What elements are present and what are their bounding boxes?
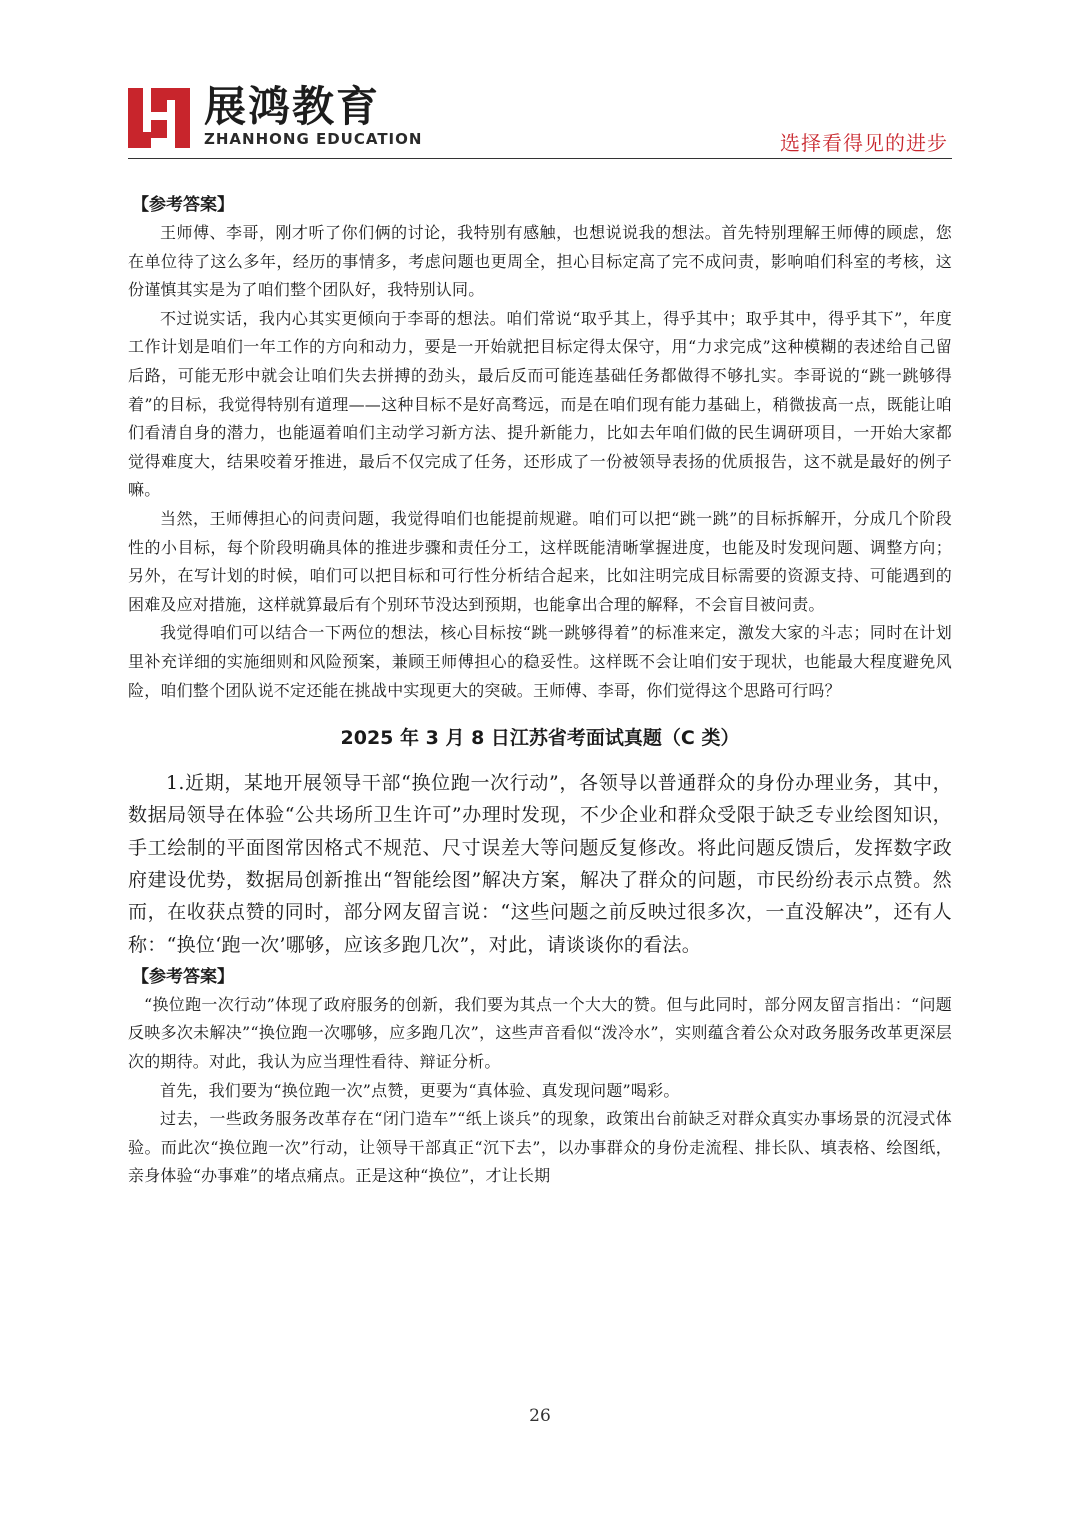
page-number: 26 xyxy=(529,1406,551,1426)
answer-paragraph: “换位跑一次行动”体现了政府服务的创新，我们要为其点一个大大的赞。但与此同时，部分网友留言指出：“问题反映多次未解决”“换位跑一次哪够，应多跑几次”，这些声音看似“泼冷水”，实则蕴含着公众对政务服务改革更深层次的期待。对此，我认为应当理性看待、辩证分析。 xyxy=(128,994,952,1072)
answer-paragraph: 我觉得咱们可以结合一下两位的想法，核心目标按“跳一跳够得着”的标准来定，激发大家的斗志；同时在计划里补充详细的实施细则和风险预案，兼顾王师傅担心的稳妥性。这样既不会让咱们安于现状，也能最大程度避免风险，咱们整个团队说不定还能在挑战中实现更大的突破。王师傅、李哥，你们觉得这个思路可行吗？ xyxy=(128,623,952,700)
answer-paragraph: 首先，我们要为“换位跑一次”点赞，更要为“真体验、真发现问题”喝彩。 xyxy=(160,1080,680,1100)
question-paragraph: 1.近期，某地开展领导干部“换位跑一次行动”，各领导以普通群众的身份办理业务，其中，数据局领导在体验“公共场所卫生许可”办理时发现，不少企业和群众受限于缺乏专业绘图知识，手工绘制的平面图常因格式不规范、尺寸误差大等问题反复修改。将此问题反馈后，发挥数字政府建设优势，数据局创新推出“智能绘图”解决方案，解决了群众的问题，市民纷纷表示点赞。然而，在收获点赞的同时，部分网友留言说：“这些问题之前反映过很多次，一直没解决”，还有人称：“换位‘跑一次’哪够，应该多跑几次”，对此，请谈谈你的看法。 xyxy=(128,772,952,956)
brand-name-en: ZHANHONG EDUCATION xyxy=(204,130,423,148)
zhanhong-logo-mark xyxy=(128,88,190,148)
header-divider xyxy=(128,158,952,159)
answer-paragraph: 当然，王师傅担心的问责问题，我觉得咱们也能提前规避。咱们可以把“跳一跳”的目标拆解开，分成几个阶段性的小目标，每个阶段明确具体的推进步骤和责任分工，这样既能清晰掌握进度，也能及时发现问题、调整方向；另外，在写计划的时候，咱们可以把目标和可行性分析结合起来，比如注明完成目标需要的资源支持、可能遇到的困难及应对措施，这样就算最后有个别环节没达到预期，也能拿出合理的解释，不会盲目被问责。 xyxy=(128,508,952,614)
answer-paragraph: 过去，一些政务服务改革存在“闭门造车”“纸上谈兵”的现象，政策出台前缺乏对群众真实办事场景的沉浸式体验。而此次“换位跑一次”行动，让领导干部真正“沉下去”，以办事群众的身份走流程、排长队、填表格、绘图纸，亲身体验“办事难”的堵点痛点。正是这种“换位”，才让长期 xyxy=(128,1109,952,1186)
page-content xyxy=(128,191,952,1191)
brand-name-cn: 展鸿教育 xyxy=(204,82,381,131)
answer-heading: 【参考答案】 xyxy=(132,195,234,215)
answer-heading: 【参考答案】 xyxy=(132,966,234,987)
answer-paragraph: 不过说实话，我内心其实更倾向于李哥的想法。咱们常说“取乎其上，得乎其中；取乎其中，得乎其下”，年度工作计划是咱们一年工作的方向和动力，要是一开始就把目标定得太保守，用“力求完成”这种模糊的表述给自己留后路，可能无形中就会让咱们失去拼搏的劲头，最后反而可能连基础任务都做得不够扎实。李哥说的“跳一跳够得着”的目标，我觉得特别有道理——这种目标不是好高骛远，而是在咱们现有能力基础上，稍微拔高一点，既能让咱们看清自身的潜力，也能逼着咱们主动学习新方法、提升新能力，比如去年咱们做的民生调研项目，一开始大家都觉得难度大，结果咬着牙推进，最后不仅完成了任务，还形成了一份被领导表扬的优质报告，这不就是最好的例子嘛。 xyxy=(128,308,952,500)
exam-title: 2025 年 3 月 8 日江苏省考面试真题（C 类） xyxy=(340,727,740,750)
answer-paragraph: 王师傅、李哥，刚才听了你们俩的讨论，我特别有感触，也想说说我的想法。首先特别理解王师傅的顾虑，您在单位待了这么多年，经历的事情多，考虑问题也更周全，担心目标定高了完不成问责，影响咱们科室的考核，这份谨慎其实是为了咱们整个团队好，我特别认同。 xyxy=(128,223,952,300)
header-slogan: 选择看得见的进步 xyxy=(780,131,948,155)
